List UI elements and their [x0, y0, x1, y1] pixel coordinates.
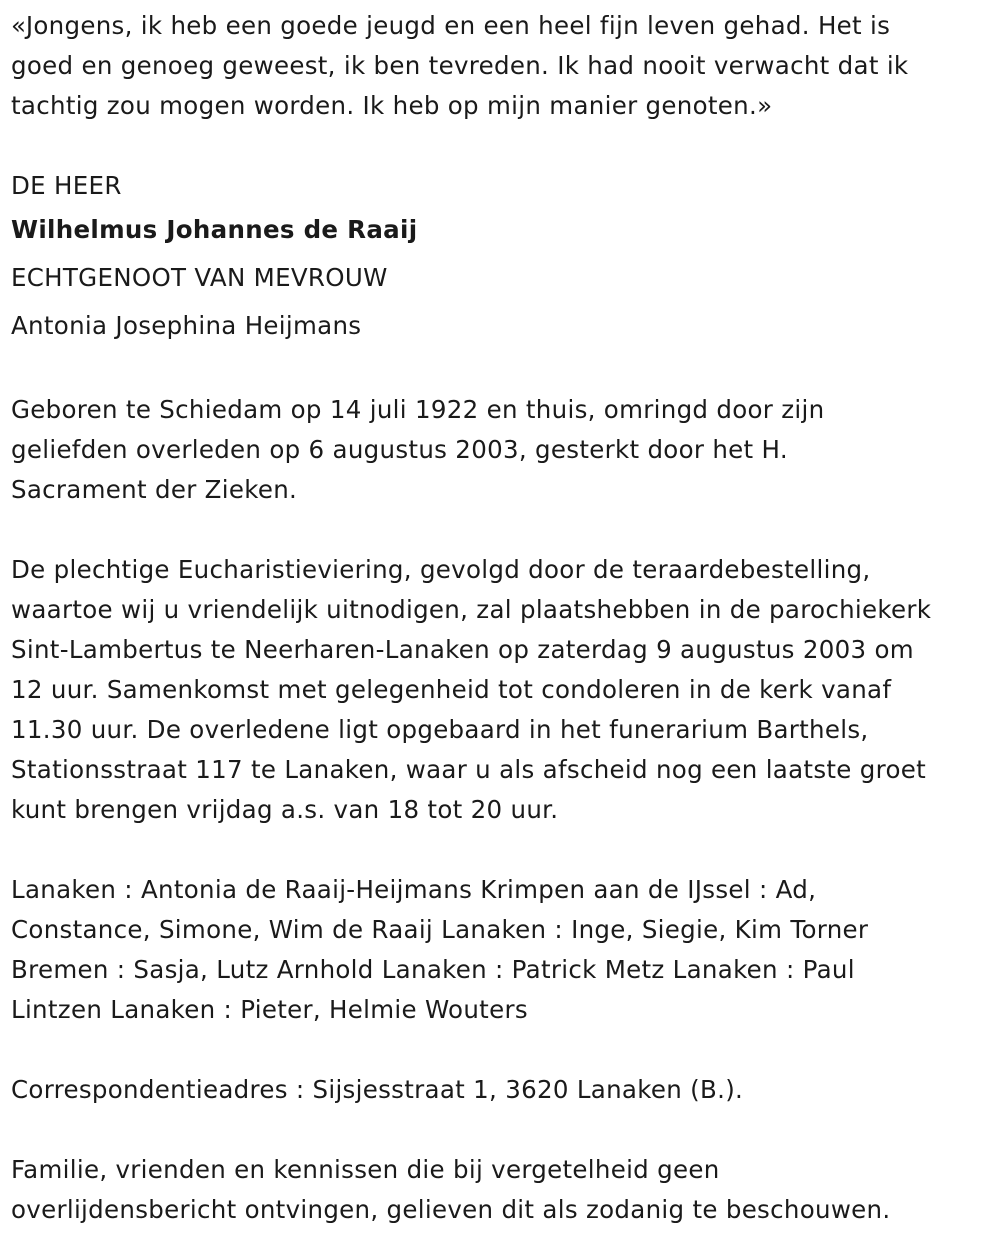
spacer — [11, 1110, 991, 1150]
birth-death-paragraph — [11, 390, 991, 510]
birth-death-line: Sacrament der Zieken. — [11, 475, 298, 504]
deceased-title: DE HEER — [11, 171, 122, 200]
ceremony-paragraph — [11, 550, 991, 830]
quote-line: tachtig zou mogen worden. Ik heb op mijn manier genoten.» — [11, 91, 773, 120]
ceremony-line: Stationsstraat 117 te Lanaken, waar u als afscheid nog een laatste groet — [11, 755, 927, 784]
closing-paragraph — [11, 1150, 991, 1230]
ceremony-line: De plechtige Eucharistieviering, gevolgd door de teraardebestelling, — [11, 555, 871, 584]
closing-line: overlijdensbericht ontvingen, gelieven dit als zodanig te beschouwen. — [11, 1195, 891, 1224]
spacer — [11, 350, 991, 390]
correspondence-address: Correspondentieadres : Sijsjesstraat 1, 3620 Lanaken (B.). — [11, 1075, 744, 1104]
obituary-document — [11, 6, 991, 1230]
quote-line: «Jongens, ik heb een goede jeugd en een heel fijn leven gehad. Het is — [11, 11, 891, 40]
family-line: Bremen : Sasja, Lutz Arnhold Lanaken : Patrick Metz Lanaken : Paul — [11, 955, 855, 984]
ceremony-line: 12 uur. Samenkomst met gelegenheid tot condoleren in de kerk vanaf — [11, 675, 892, 704]
spacer — [11, 510, 991, 550]
family-line: Lanaken : Antonia de Raaij-Heijmans Krimpen aan de IJssel : Ad, — [11, 875, 817, 904]
closing-line: Familie, vrienden en kennissen die bij vergetelheid geen — [11, 1155, 720, 1184]
deceased-name: Wilhelmus Johannes de Raaij — [11, 215, 418, 244]
ceremony-line: Sint-Lambertus te Neerharen-Lanaken op zaterdag 9 augustus 2003 om — [11, 635, 914, 664]
family-paragraph — [11, 870, 991, 1030]
ceremony-line: 11.30 uur. De overledene ligt opgebaard in het funerarium Barthels, — [11, 715, 869, 744]
family-line: Constance, Simone, Wim de Raaij Lanaken : Inge, Siegie, Kim Torner — [11, 915, 869, 944]
birth-death-line: geliefden overleden op 6 augustus 2003, gesterkt door het H. — [11, 435, 788, 464]
spouse-label: ECHTGENOOT VAN MEVROUW — [11, 263, 388, 292]
quote-line: goed en genoeg geweest, ik ben tevreden. Ik had nooit verwacht dat ik — [11, 51, 909, 80]
spouse-name: Antonia Josephina Heijmans — [11, 311, 362, 340]
spacer — [11, 1030, 991, 1070]
ceremony-line: kunt brengen vrijdag a.s. van 18 tot 20 uur. — [11, 795, 559, 824]
spacer — [11, 830, 991, 870]
family-line: Lintzen Lanaken : Pieter, Helmie Wouters — [11, 995, 528, 1024]
quote-paragraph — [11, 6, 991, 126]
spacer — [11, 126, 991, 166]
ceremony-line: waartoe wij u vriendelijk uitnodigen, zal plaatshebben in de parochiekerk — [11, 595, 932, 624]
deceased-block — [11, 166, 991, 350]
birth-death-line: Geboren te Schiedam op 14 juli 1922 en thuis, omringd door zijn — [11, 395, 825, 424]
